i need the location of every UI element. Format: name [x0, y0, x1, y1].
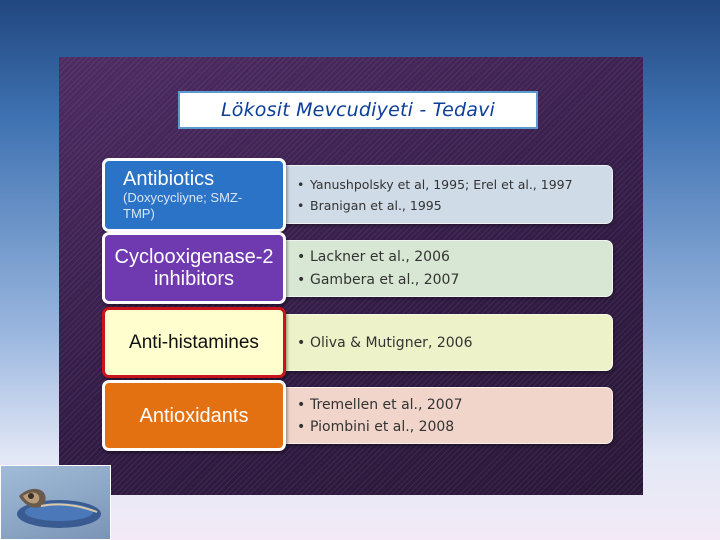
antioxidants-refs: [270, 387, 613, 444]
antioxidants-box: [102, 380, 286, 451]
reference-item: • Branigan et al., 1995: [297, 197, 442, 213]
slide-title: Lökosit Mevcudiyeti - Tedavi: [220, 99, 496, 121]
reference-text: Branigan et al., 1995: [310, 197, 442, 213]
title-box: [178, 91, 538, 129]
antibiotics-label: Antibiotics: [123, 168, 215, 190]
cox2-label: Cyclooxigenase-2 inhibitors: [114, 246, 274, 290]
reference-item: • Gambera et al., 2007: [297, 271, 460, 288]
antihistamines-label: Anti-histamines: [129, 331, 259, 353]
logo-box: [0, 465, 111, 540]
antihistamines-refs: [270, 314, 613, 371]
reference-item: • Oliva & Mutigner, 2006: [297, 334, 473, 351]
reference-item: • Piombini et al., 2008: [297, 418, 455, 435]
reference-text: Piombini et al., 2008: [310, 418, 455, 435]
antioxidants-label: Antioxidants: [139, 404, 249, 427]
cox2-box: [102, 232, 286, 304]
reference-item: • Tremellen et al., 2007: [297, 396, 463, 413]
antibiotics-sublabel: (Doxycycliyne; SMZ-TMP): [123, 190, 243, 221]
cox2-refs: [270, 240, 613, 297]
logo-emblem-icon: [1, 466, 111, 540]
reference-text: Gambera et al., 2007: [310, 271, 460, 288]
reference-text: Lackner et al., 2006: [310, 248, 450, 265]
reference-text: Oliva & Mutigner, 2006: [310, 334, 473, 351]
reference-item: • Yanushpolsky et al, 1995; Erel et al., 1997: [297, 176, 573, 192]
antihistamines-box: [102, 307, 286, 378]
reference-text: Yanushpolsky et al, 1995; Erel et al., 1997: [310, 176, 573, 192]
antibiotics-box: [102, 158, 286, 232]
reference-text: Tremellen et al., 2007: [310, 396, 463, 413]
antibiotics-refs: [270, 165, 613, 224]
reference-item: • Lackner et al., 2006: [297, 248, 450, 265]
